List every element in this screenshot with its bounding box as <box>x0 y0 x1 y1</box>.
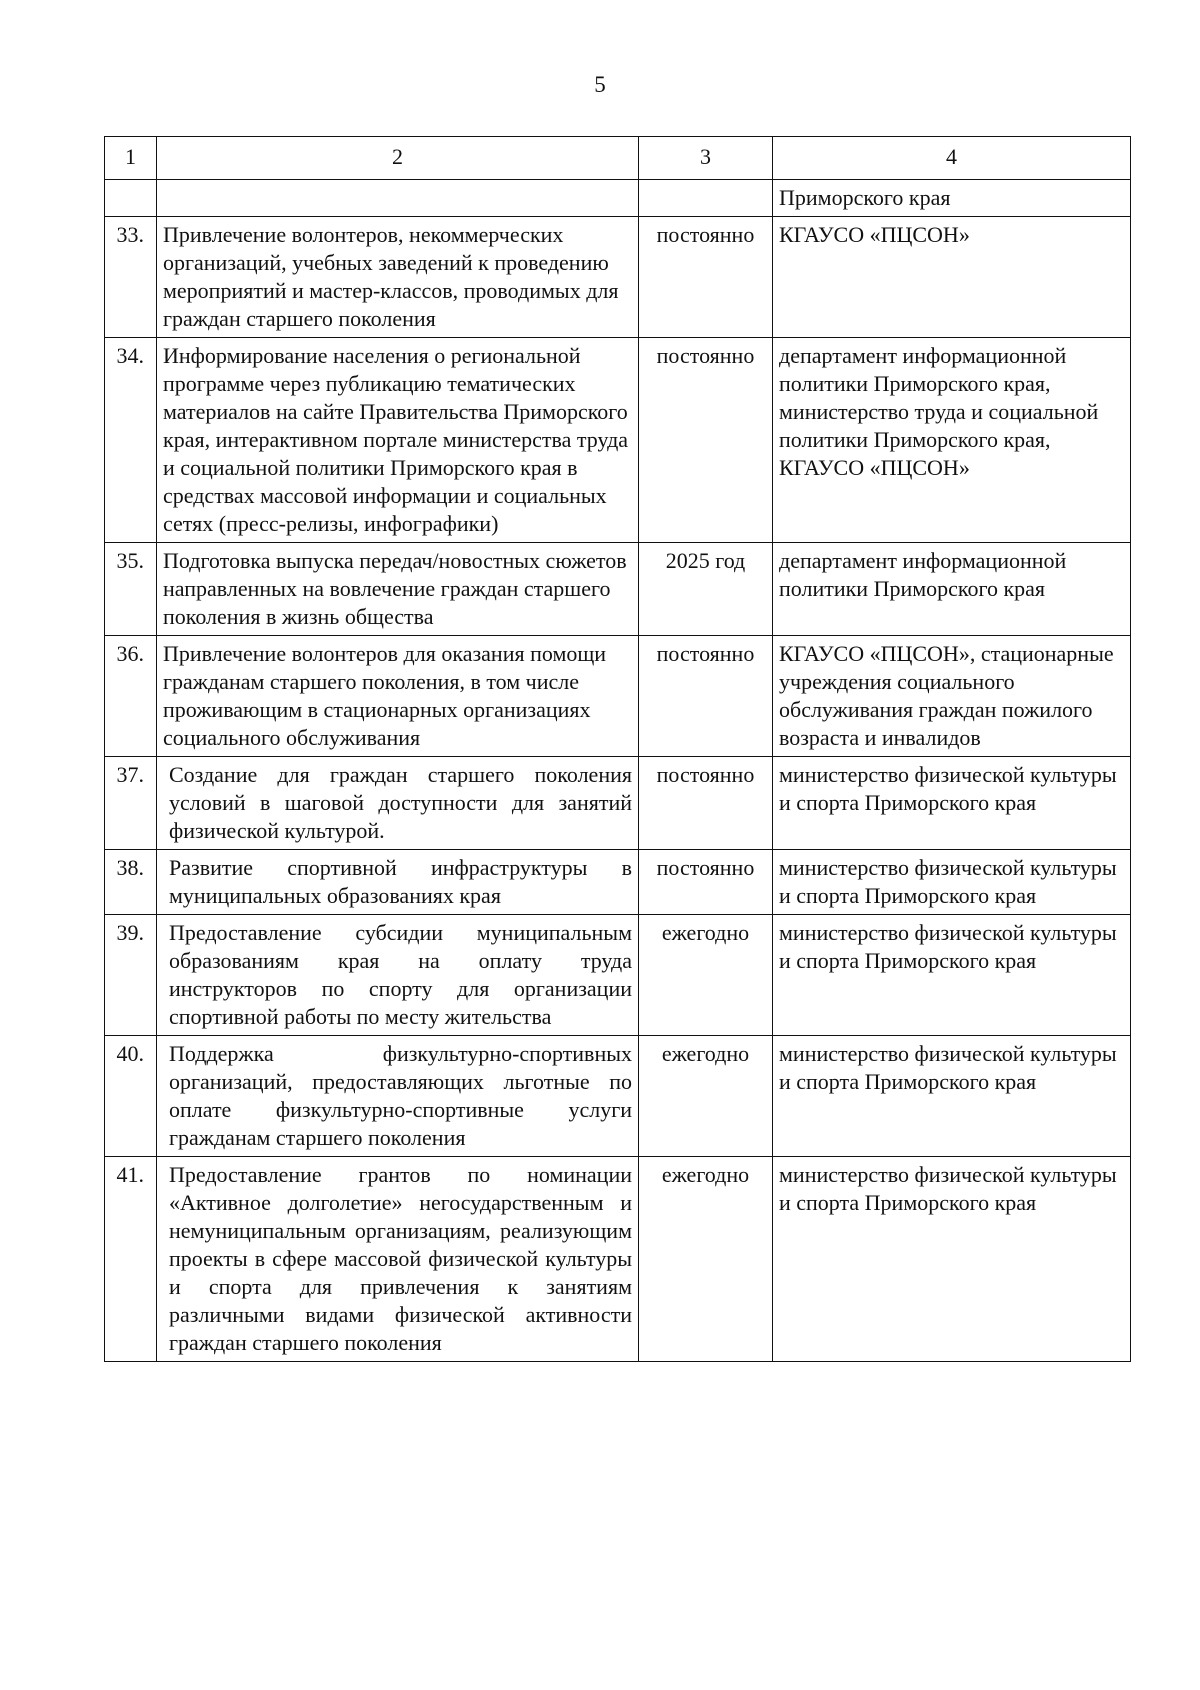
table-row <box>105 1157 1131 1362</box>
table-row <box>105 543 1131 636</box>
cell-responsible: КГАУСО «ПЦСОН», стационарные учреждения социального обслуживания граждан пожилого возраста и инвалидов <box>773 636 1131 757</box>
cell-responsible: министерство физической культуры и спорта Приморского края <box>773 1157 1131 1362</box>
table-row <box>105 217 1131 338</box>
cell-term: 2025 год <box>639 543 773 636</box>
header-cell-num: 1 <box>105 137 157 180</box>
cell-num: 34. <box>105 338 157 543</box>
cell-num: 35. <box>105 543 157 636</box>
activity-plan-table <box>104 136 1131 1362</box>
cell-term: постоянно <box>639 850 773 915</box>
cell-activity: Информирование населения о региональной программе через публикацию тематических материалов на сайте Правительства Приморского края, интерактивном портале министерства труда и социальной политики Приморского края в средствах массовой информации и социальных сетях (пресс-релизы, инфографики) <box>157 338 639 543</box>
cell-responsible: министерство физической культуры и спорта Приморского края <box>773 850 1131 915</box>
cell-term <box>639 180 773 217</box>
table-row <box>105 915 1131 1036</box>
cell-num <box>105 180 157 217</box>
cell-responsible: министерство физической культуры и спорта Приморского края <box>773 757 1131 850</box>
header-cell-activity: 2 <box>157 137 639 180</box>
cell-term: ежегодно <box>639 1036 773 1157</box>
cell-responsible: министерство физической культуры и спорта Приморского края <box>773 1036 1131 1157</box>
page-number: 5 <box>594 72 606 97</box>
cell-num: 38. <box>105 850 157 915</box>
header-cell-responsible: 4 <box>773 137 1131 180</box>
cell-term: постоянно <box>639 338 773 543</box>
cell-activity: Привлечение волонтеров, некоммерческих организаций, учебных заведений к проведению мероприятий и мастер-классов, проводимых для граждан старшего поколения <box>157 217 639 338</box>
cell-activity <box>157 180 639 217</box>
cell-responsible: департамент информационной политики Приморского края <box>773 543 1131 636</box>
cell-term: ежегодно <box>639 915 773 1036</box>
header-cell-term: 3 <box>639 137 773 180</box>
cell-activity: Создание для граждан старшего поколения условий в шаговой доступности для занятий физической культурой. <box>157 757 639 850</box>
cell-activity: Развитие спортивной инфраструктуры в муниципальных образованиях края <box>157 850 639 915</box>
cell-responsible: департамент информационной политики Приморского края, министерство труда и социальной политики Приморского края, КГАУСО «ПЦСОН» <box>773 338 1131 543</box>
cell-term: постоянно <box>639 636 773 757</box>
cell-activity: Подготовка выпуска передач/новостных сюжетов направленных на вовлечение граждан старшего поколения в жизнь общества <box>157 543 639 636</box>
cell-responsible: КГАУСО «ПЦСОН» <box>773 217 1131 338</box>
cell-num: 40. <box>105 1036 157 1157</box>
cell-responsible: Приморского края <box>773 180 1131 217</box>
cell-num: 37. <box>105 757 157 850</box>
cell-num: 41. <box>105 1157 157 1362</box>
cell-activity: Предоставление субсидии муниципальным образованиям края на оплату труда инструкторов по спорту для организации спортивной работы по месту жительства <box>157 915 639 1036</box>
table-row <box>105 636 1131 757</box>
cell-activity: Привлечение волонтеров для оказания помощи гражданам старшего поколения, в том числе проживающим в стационарных организациях социального обслуживания <box>157 636 639 757</box>
cell-term: постоянно <box>639 757 773 850</box>
table-row <box>105 1036 1131 1157</box>
cell-num: 33. <box>105 217 157 338</box>
table-row-continuation <box>105 180 1131 217</box>
cell-num: 39. <box>105 915 157 1036</box>
table-row <box>105 338 1131 543</box>
cell-responsible: министерство физической культуры и спорта Приморского края <box>773 915 1131 1036</box>
cell-term: постоянно <box>639 217 773 338</box>
table-row <box>105 757 1131 850</box>
cell-term: ежегодно <box>639 1157 773 1362</box>
cell-activity: Поддержка физкультурно-спортивных организаций, предоставляющих льготные по оплате физкультурно-спортивные услуги гражданам старшего поколения <box>157 1036 639 1157</box>
cell-activity: Предоставление грантов по номинации «Активное долголетие» негосударственным и немуниципальным организациям, реализующим проекты в сфере массовой физической культуры и спорта для привлечения к занятиям различными видами физической активности граждан старшего поколения <box>157 1157 639 1362</box>
table-row <box>105 850 1131 915</box>
cell-num: 36. <box>105 636 157 757</box>
table-header-row <box>105 137 1131 180</box>
